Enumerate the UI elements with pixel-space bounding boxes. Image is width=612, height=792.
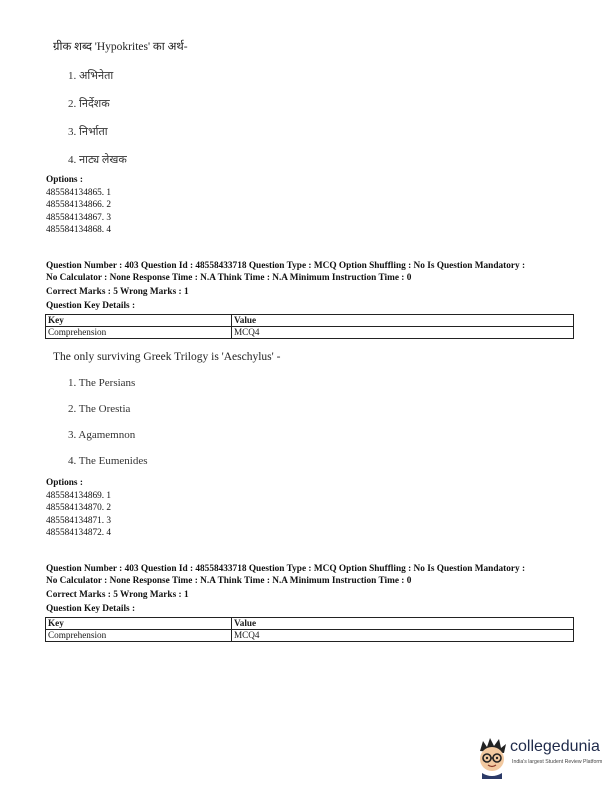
option-id: 485584134870. 2 [46, 503, 112, 514]
logo-wordmark: collegedunia [510, 738, 600, 755]
question-2-text: The only surviving Greek Trilogy is 'Aeschylus' - [53, 351, 281, 363]
options-label: Options : [46, 175, 83, 185]
question-1-option-1: 1. अभिनेता [68, 70, 114, 82]
meta-line-2: No Calculator : None Response Time : N.A Think Time : N.A Minimum Instruction Time : 0 [46, 273, 412, 283]
table-cell-key: Comprehension [46, 327, 232, 339]
option-id: 485584134866. 2 [46, 200, 112, 211]
table-header-row [46, 315, 574, 327]
key-details-table-2 [45, 617, 574, 642]
logo-tagline: India's largest Student Review Platform [512, 759, 603, 765]
mascot-icon [474, 735, 510, 779]
question-2-option-3: 3. Agamemnon [68, 429, 136, 441]
question-2-option-2: 2. The Orestia [68, 403, 131, 415]
question-1-options-block [46, 174, 111, 237]
table-row [46, 630, 574, 642]
table-cell-value: MCQ4 [232, 630, 574, 642]
question-1-option-2: 2. निर्देशक [68, 98, 110, 110]
meta-line-1: Question Number : 403 Question Id : 48558433718 Question Type : MCQ Option Shuffling : No Is Question Mandatory : [46, 564, 526, 574]
marks-line: Correct Marks : 5 Wrong Marks : 1 [46, 590, 189, 600]
marks-line: Correct Marks : 5 Wrong Marks : 1 [46, 287, 189, 297]
option-id: 485584134868. 4 [46, 225, 112, 236]
table-header-value: Value [232, 315, 574, 327]
meta-line-1: Question Number : 403 Question Id : 48558433718 Question Type : MCQ Option Shuffling : No Is Question Mandatory : [46, 261, 526, 271]
question-1-option-3: 3. निर्भाता [68, 126, 108, 138]
question-1-option-4: 4. नाट्य लेखक [68, 154, 127, 166]
table-cell-key: Comprehension [46, 630, 232, 642]
option-id: 485584134871. 3 [46, 515, 112, 526]
option-id-list [46, 490, 111, 540]
key-details-label: Question Key Details : [46, 301, 136, 311]
options-label: Options : [46, 478, 83, 488]
key-details-table-1 [45, 314, 574, 339]
question-2-options-block [46, 477, 111, 540]
key-details-label: Question Key Details : [46, 604, 136, 614]
option-id: 485584134867. 3 [46, 212, 112, 223]
collegedunia-logo [474, 735, 604, 781]
question-2-option-4: 4. The Eumenides [68, 455, 148, 467]
option-id: 485584134872. 4 [46, 528, 112, 539]
question-2-option-1: 1. The Persians [68, 377, 136, 389]
question-meta-1 [46, 260, 576, 312]
table-row [46, 327, 574, 339]
option-id: 485584134865. 1 [46, 187, 112, 198]
table-header-key: Key [46, 315, 232, 327]
question-1-text: ग्रीक शब्द 'Hypokrites' का अर्थ- [53, 41, 188, 53]
table-header-key: Key [46, 618, 232, 630]
table-header-value: Value [232, 618, 574, 630]
question-meta-2 [46, 563, 576, 615]
option-id: 485584134869. 1 [46, 490, 112, 501]
table-header-row [46, 618, 574, 630]
table-cell-value: MCQ4 [232, 327, 574, 339]
meta-line-2: No Calculator : None Response Time : N.A Think Time : N.A Minimum Instruction Time : 0 [46, 576, 412, 586]
option-id-list [46, 187, 111, 237]
